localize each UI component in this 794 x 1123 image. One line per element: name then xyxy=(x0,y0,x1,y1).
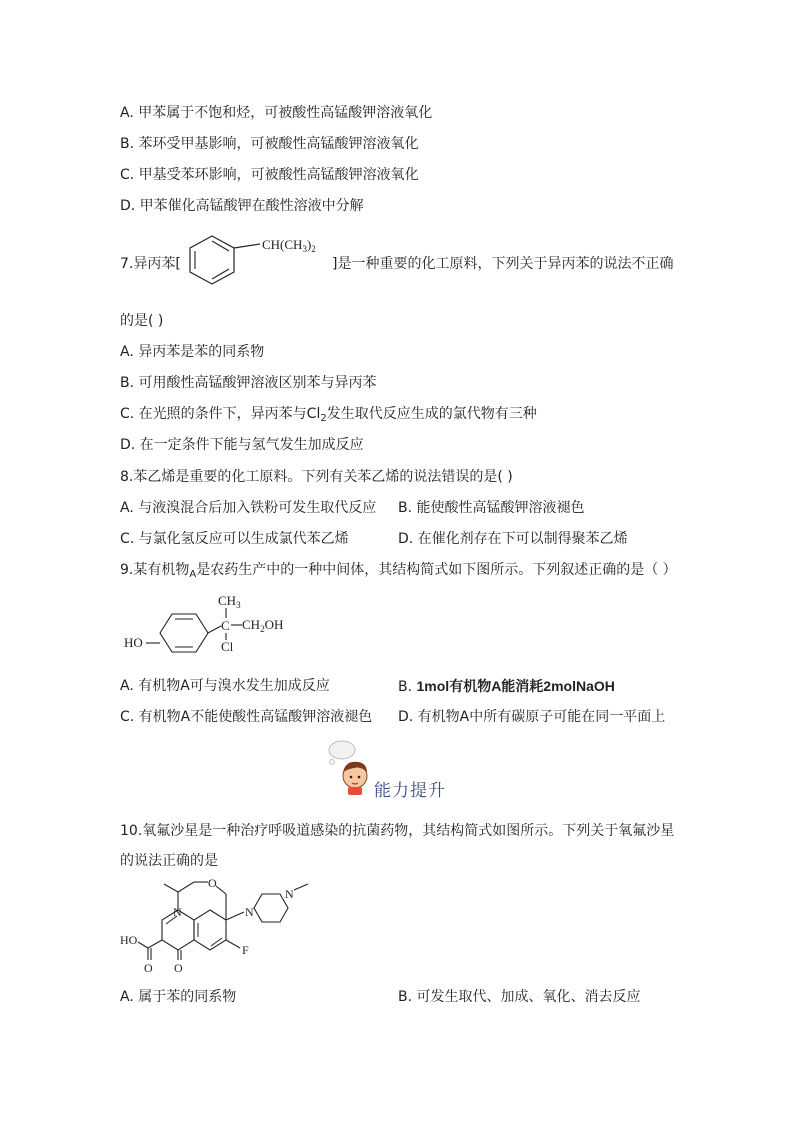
q7-stem-cont: 的是( ) xyxy=(120,313,164,329)
struct-ho: HO xyxy=(124,635,143,650)
ability-banner-title: 能力提升 xyxy=(374,781,446,801)
svg-text:O: O xyxy=(174,961,183,975)
q7-stem-prefix: 7.异丙苯[ xyxy=(120,256,181,272)
q8-option-a: A. 与液溴混合后加入铁粉可发生取代反应 xyxy=(120,500,377,516)
q9-option-d: D. 有机物A中所有碳原子可能在同一平面上 xyxy=(398,709,666,725)
q6-option-a: A. 甲苯属于不饱和烃，可被酸性高锰酸钾溶液氧化 xyxy=(120,105,433,121)
q10-option-a: A. 属于苯的同系物 xyxy=(120,989,237,1005)
isopropylbenzene-structure xyxy=(182,230,338,292)
svg-text:N: N xyxy=(245,905,254,919)
svg-text:O: O xyxy=(208,876,217,890)
q8-option-c: C. 与氯化氢反应可以生成氯代苯乙烯 xyxy=(120,531,349,547)
svg-text:O: O xyxy=(144,961,153,975)
struct-sub3: 3 xyxy=(302,244,307,254)
q6-option-c: C. 甲基受苯环影响，可被酸性高锰酸钾溶液氧化 xyxy=(120,167,419,183)
svg-text:CH3: $CH_3$ xyxy=(218,593,241,610)
svg-text:N: N xyxy=(285,887,294,901)
q10-stem-line2: 的说法正确的是 xyxy=(120,853,218,869)
svg-text:CH2OH: $CH_2OH$ xyxy=(242,617,284,634)
q7-stem-suffix: ]是一种重要的化工原料，下列关于异丙苯的说法不正确 xyxy=(332,256,674,272)
q9-option-a: A. 有机物A可与溴水发生加成反应 xyxy=(120,678,330,694)
ofloxacin-structure xyxy=(118,872,318,978)
q7-option-a: A. 异丙苯是苯的同系物 xyxy=(120,344,265,360)
q10-stem-line1: 10.氧氟沙星是一种治疗呼吸道感染的抗菌药物，其结构简式如图所示。下列关于氧氟沙星 xyxy=(120,823,675,839)
q9-option-c: C. 有机物A不能使酸性高锰酸钾溶液褪色 xyxy=(120,709,373,725)
svg-text:Cl: Cl xyxy=(221,639,234,654)
q7-option-d: D. 在一定条件下能与氢气发生加成反应 xyxy=(120,437,364,453)
q8-stem: 8.苯乙烯是重要的化工原料。下列有关苯乙烯的说法错误的是( ) xyxy=(120,469,513,485)
svg-text:HO: HO xyxy=(120,933,138,947)
struct-sub2: 2 xyxy=(311,244,316,254)
thinking-boy-icon xyxy=(322,738,376,796)
q10-option-b: B. 可发生取代、加成、氧化、消去反应 xyxy=(398,989,641,1005)
struct-close: ) xyxy=(306,237,312,252)
svg-text:C: C xyxy=(221,618,230,633)
compound-a-structure xyxy=(120,588,300,658)
svg-text:N: N xyxy=(173,905,182,919)
struct-ch: CH(CH xyxy=(262,237,303,252)
q7-option-b: B. 可用酸性高锰酸钾溶液区别苯与异丙苯 xyxy=(120,375,377,391)
svg-text:CH(CH3)2 xyxy=(262,237,316,254)
q9-option-b: B. 1mol有机物A能消耗2molNaOH xyxy=(398,678,615,695)
svg-text:F: F xyxy=(242,943,249,957)
q8-option-b: B. 能使酸性高锰酸钾溶液褪色 xyxy=(398,500,585,516)
q6-option-b: B. 苯环受甲基影响，可被酸性高锰酸钾溶液氧化 xyxy=(120,136,419,152)
q6-option-d: D. 甲苯催化高锰酸钾在酸性溶液中分解 xyxy=(120,198,364,214)
q8-option-d: D. 在催化剂存在下可以制得聚苯乙烯 xyxy=(398,531,628,547)
q9-stem: 9.某有机物$_A$是农药生产中的一种中间体，其结构简式如下图所示。下列叙述正确的是（ ） xyxy=(120,562,677,580)
q7-option-c: C. 在光照的条件下，异丙苯与$Cl_2$发生取代反应生成的氯代物有三种 xyxy=(120,406,537,424)
